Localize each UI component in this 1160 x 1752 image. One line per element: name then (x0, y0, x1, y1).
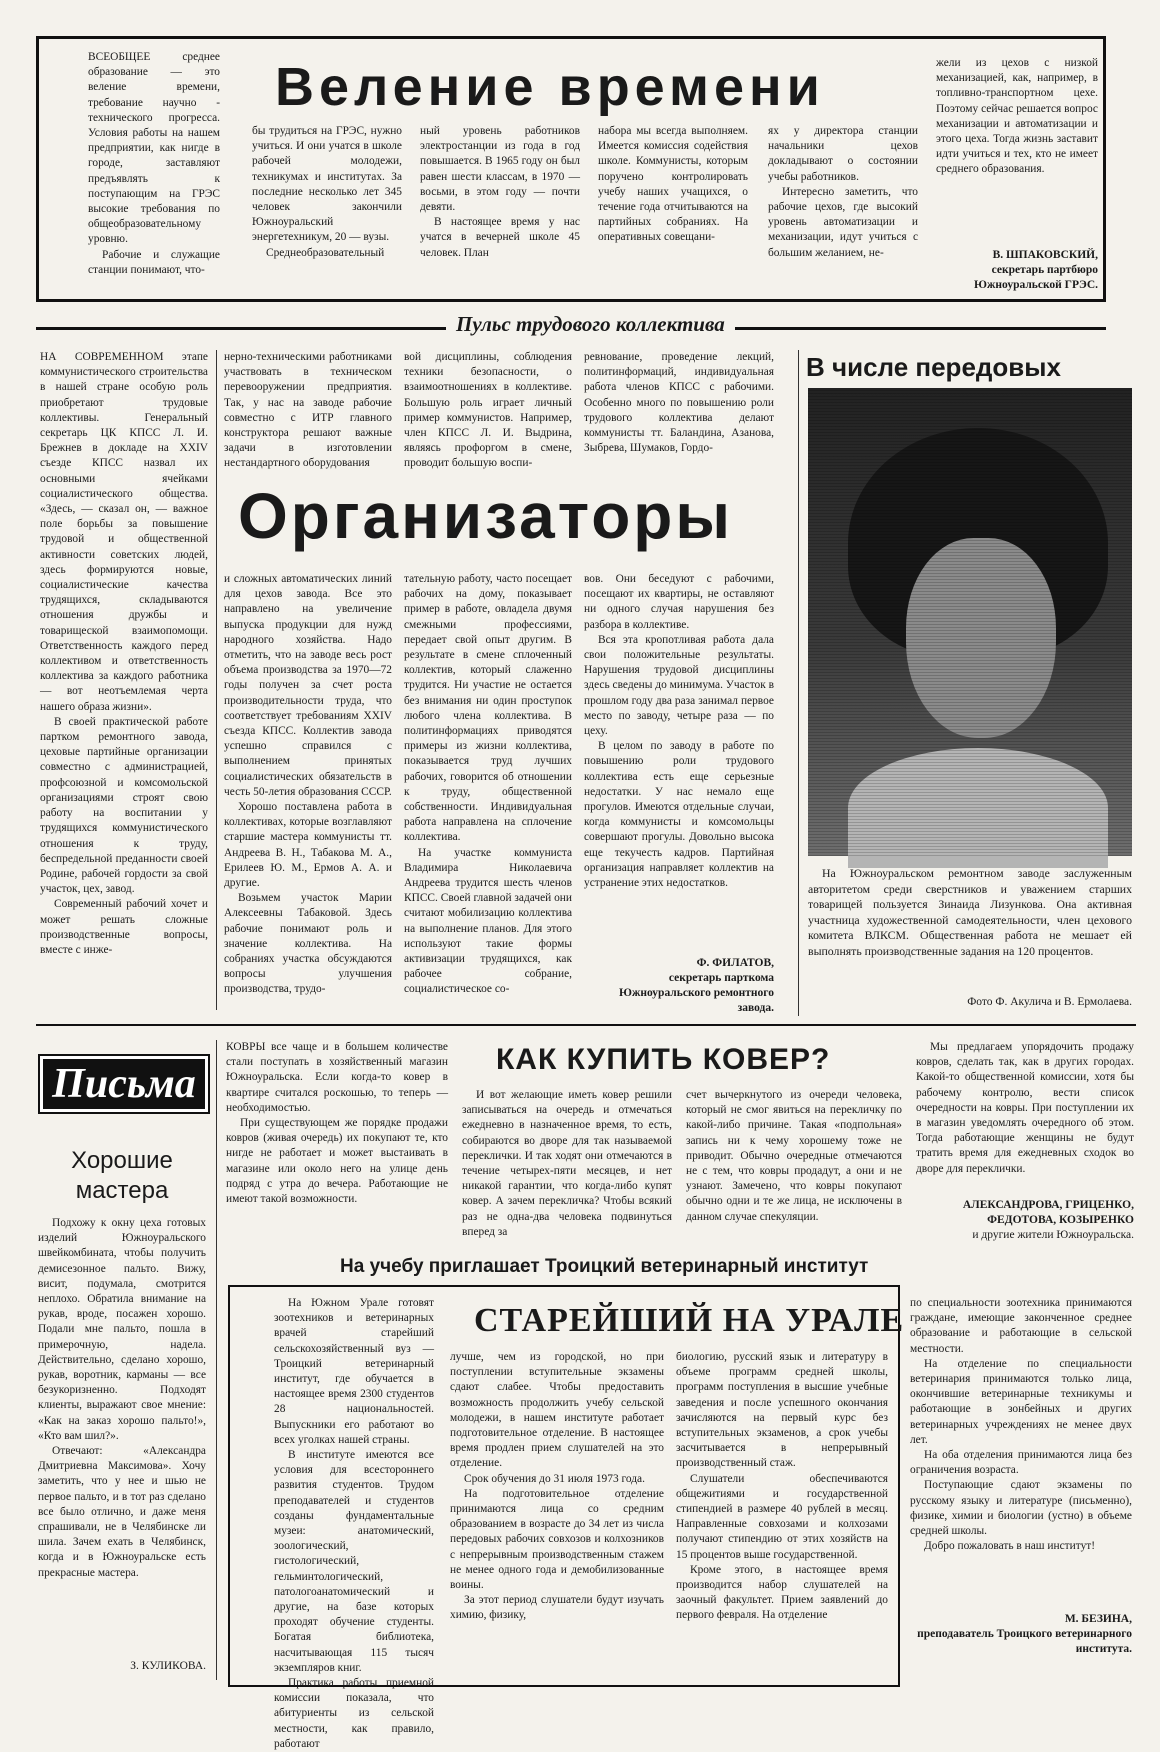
column-divider (216, 1040, 217, 1680)
paragraph: В целом по заводу в работе по повышению роли трудового коллектива есть еще серьезные недостатки. У нас немало еще прогулов. Имеются отдельные случаи, когда коммунисты и комсомольцы совершают прогулы. Довольно высока еще текучесть кадров. Партийная организация направляет коллектив на устранение этих недостатков. (584, 740, 774, 890)
paragraph: На участке коммуниста Владимира Николаевича Андреева трудится шесть членов КПСС. Своей главной задачей они считают мобилизацию коллектива на выполнение планов. Для этого используют такие формы активизации трудящихся, как рабочее собрание, социалистическое со- (404, 846, 572, 996)
vet-article-signature (910, 1612, 1132, 1657)
paragraph: лучше, чем из городской, но при поступлении вступительные экзамены сдают слабее. Чтобы предоставить возможность продолжить учебу сельской молодежи, в нашем институте работает подготовительное отделение. В настоящее время продлен прием слушателей на это отделение. (450, 1351, 664, 1470)
letters-signature: З. КУЛИКОВА. (130, 1660, 206, 1672)
paragraph: На оба отделения принимаются лица без ограничения возраста. (910, 1449, 1132, 1477)
signature-role: секретарь парткома Южноуральского ремонтного завода. (618, 972, 774, 1014)
signature-role: преподаватель Троицкого ветеринарного института. (917, 1628, 1132, 1655)
vet-article-title: СТАРЕЙШИЙ НА УРАЛЕ (474, 1302, 905, 1339)
org-article-col-3 (404, 572, 572, 1008)
paragraph: Интересно заметить, что рабочие цехов, где высокий уровень автоматизации и механизации, идут учиться с большим желанием, не- (768, 185, 918, 259)
paragraph: За этот период слушатели будут изучать химию, физику, (450, 1594, 664, 1622)
paragraph: бы трудиться на ГРЭС, нужно учиться. И они учатся в школе рабочей молодежи, техникумах и институтах. За последние несколько лет 345 человек закончили Южноуральский энергетехникум, 20 — вузы. (252, 125, 402, 244)
signature-name: М. БЕЗИНА, (1064, 1613, 1132, 1625)
top-article-col-4 (598, 124, 748, 292)
paragraph: На Южном Урале готовят зоотехников и ветеринарных врачей старейший сельскохозяйственный вуз — Троицкий ветеринарный институт, где обучается в настоящее время 2300 студентов 28 национальностей. Выпускники его работают во всех уголках нашей страны. (274, 1297, 434, 1446)
paragraph: Отвечают: «Александра Дмитриевна Максимова». Хочу заметить, что у нее и шью не первое пальто, и в тот раз сделано все было отлично, и даже меня спрашивали, не в Челябинске ли шила. Зачем ехать в Челябинск, когда и в Южноуральске есть прекрасные мастера. (38, 1445, 206, 1579)
top-article-col-5 (768, 124, 918, 292)
carpet-article-col-1 (226, 1040, 448, 1246)
vet-article-col-1 (274, 1296, 434, 1750)
signature-role: секретарь партбюро Южноуральской ГРЭС. (973, 264, 1098, 291)
org-article-col-4-top (584, 350, 774, 474)
vet-article-banner: На учебу приглашает Троицкий ветеринарный институт (340, 1256, 869, 1277)
paragraph: Кроме этого, в настоящее время производится набор слушателей на заочный факультет. Прием заявлений до первого февраля. На отделение (676, 1563, 888, 1622)
paragraph: тательную работу, часто посещает рабочих на дому, показывает пример в работе, овладела двумя смежными профессиями, передает свой опыт другим. В результате в смене сплоченный коллектив, который слаженно трудится. Ни участие не остается без внимания ни один проступок любого члена коллектива. В политинформациях приводятся примеры из жизни коллектива, показывается труд лучших рабочих, говорится об отношении к труду, общественной собственности. Индивидуальная работа направлена на сплочение коллектива. (404, 573, 572, 844)
org-article-col-2 (224, 572, 392, 1008)
letters-rubric: Письма (38, 1054, 210, 1114)
paragraph: биологию, русский язык и литературу в объеме программ средней школы, программ поступления в высшие учебные заведения и после успешного окончания зачисляются на первый курс без вступительных экзаменов, а срок учебы засчитывается в непрерывный производственный стаж. (676, 1351, 888, 1470)
photo-caption (808, 866, 1132, 992)
caption-text: На Южноуральском ремонтном заводе заслуженным авторитетом среди сверстников и уважением старших товарищей пользуется Зинаида Лизункова. Она активная участница художественной самодеятельности, член цехового комитета ВЛКСМ. Общественная работа не мешает ей выполнять производственные задания на 120 процентов. (808, 866, 1132, 958)
paragraph: На подготовительное отделение принимаются лица со средним образованием в возрасте до 34 лет из числа передовых рабочих совхозов и колхозников с непрерывным производственным стажем не менее одного года и демобилизованные воины. (450, 1487, 664, 1592)
paragraph: Современный рабочий хочет и может решать сложные производственные вопросы, вместе с инже- (40, 898, 208, 956)
carpet-article-title: КАК КУПИТЬ КОВЕР? (496, 1043, 831, 1076)
org-article-col-3-top (404, 350, 572, 474)
paragraph: Вся эта кропотливая работа дала свои положительные результаты. Нарушения трудовой дисциплины здесь сведены до минимума. Участок в прошлом году два раза занимал первое место по заводу, четыре раза — по цеху. (584, 633, 774, 738)
paragraph: Поступающие сдают экзамены по русскому языку и литературе (письменно), физике, химии и биологии (устно) в объеме средней школы. (910, 1479, 1132, 1538)
carpet-article-col-3 (686, 1088, 902, 1248)
signature-tail: и другие жители Южноуральска. (972, 1229, 1134, 1241)
column-divider (216, 350, 217, 1010)
paragraph: вой дисциплины, соблюдения техники безопасности, о взаимоотношениях в коллективе. Большую роль играет личный пример коммунистов. Например, член КПСС Л. И. Выдрина, являясь профоргом в смене, проводит большую воспи- (404, 351, 572, 470)
vet-article-col-2 (450, 1350, 664, 1680)
vet-article-col-4 (910, 1296, 1132, 1608)
paragraph: В институте имеются все условия для всестороннего развития студентов. Трудом преподавателей и студентов созданы фундаментальные музеи: анатомический, зоологический, гистологический, гельминтологический, патологоанатомический и другие, на базе которых проходят обучение студенты. Богатая библиотека, насчитывающая 115 тысяч экземпляров книг. (274, 1449, 434, 1674)
top-article-col-6 (936, 56, 1098, 246)
org-article-col-1 (40, 350, 208, 1008)
photo-feature-title: В числе передовых (806, 352, 1061, 382)
paragraph: набора мы всегда выполняем. Имеется комиссия содействия школе. Коммунисты, которым поручено контролировать учебу наших учащихся, о течение года отчитываются на партийных собраниях. На оперативных совещани- (598, 125, 748, 244)
org-article-signature (584, 956, 774, 1016)
portrait-photo (808, 388, 1132, 856)
paragraph: НА СОВРЕМЕННОМ этапе коммунистического строительства в нашей стране особую роль приобретают трудовые коллективы. Генеральный секретарь ЦК КПСС Л. И. Брежнев в докладе на XXIV съезде КПСС назвал их основными ячейками социалистического общества. «Здесь, — сказал он, — важное поле борьбы за повышение трудовой и общественной активности советских людей, здесь формируются новые, социалистические качества трудящихся, складываются отношения дружбы и товарищеской взаимопомощи. Ответственность каждого перед коллективом и ответственность коллектива за каждого работника — вот неотъемлемая черта нашего образа жизни». (40, 351, 208, 713)
org-article-col-2-top (224, 350, 392, 474)
paragraph: вов. Они беседуют с рабочими, посещают их квартиры, не оставляют ни одного случая нарушения без разбора в коллективе. (584, 573, 774, 631)
letters-title: Хорошие мастера (71, 1147, 173, 1204)
carpet-article-col-2 (462, 1088, 672, 1248)
paragraph: ревнование, проведение лекций, политинформаций, индивидуальная работа членов КПСС с рабочими. Особенно много по повышению роли трудового коллектива делают коммунисты тт. Баландина, Азанова, Зыбрева, Шумаков, Гордо- (584, 351, 774, 455)
top-article-col-3 (420, 124, 580, 292)
paragraph: Подхожу к окну цеха готовых изделий Южноуральского швейкомбината, чтобы получить демисезонное пальто. Вижу, висит, подумала, смотрится неплохо. Обратила внимание на рукав, вроде, посажен хорошо. Подали мне пальто, пошла в примерочную, надела. Действительно, сделано хорошо, рукав, воротник, карманы — все безукоризненно. Подходят клиенты, выражают свое мнение: «Как на заказ хорошо пальто!», «Кто вам шил?». (38, 1217, 206, 1442)
paragraph: нерно-техническими работниками участвовать в техническом перевооружении предприятия. Так, у нас на заводе рабочие совместно с ИТР главного конструктора решают важные задачи в изготовлении нестандартного оборудования (224, 351, 392, 470)
paragraph: ях у директора станции начальники цехов докладывают о состоянии учебы работников. (768, 125, 918, 183)
signature-name: В. ШПАКОВСКИЙ, (992, 249, 1098, 261)
top-article-col-1 (88, 50, 220, 276)
photo-credit: Фото Ф. Акулича и В. Ермолаева. (967, 996, 1132, 1008)
paragraph: и сложных автоматических линий для цехов завода. Все это направлено на увеличение выпуска продукции для нужд народного хозяйства. Надо отметить, что на заводе весь рост объема производства за 1970—72 годы получен за счет роста производительности труда, что соответствует требованиям XXIV съезда КПСС. Коллектив завода успешно справился с выполнением принятых социалистических обязательств в честь 50-летия образования СССР. (224, 573, 392, 798)
paragraph: Рабочие и служащие станции понимают, что- (88, 248, 220, 276)
section-banner: Пульс трудового коллектива (446, 312, 735, 337)
paragraph: КОВРЫ все чаще и в большем количестве стали поступать в хозяйственный магазин Южноуральска. Если когда-то ковер в квартире считался роскошью, то теперь — необходимостью. (226, 1041, 448, 1114)
signature-names: АЛЕКСАНДРОВА, ГРИЦЕНКО, ФЕДОТОВА, КОЗЫРЕНКО (962, 1199, 1134, 1226)
vet-article-col-3 (676, 1350, 888, 1680)
paragraph: В своей практической работе партком ремонтного завода, цеховые партийные организации совместно с администрацией, профсоюзной и комсомольской организациями строят свою работу на воспитании у трудящихся коммунистического отношения к труду, беспредельной преданности своей Родине, рабочей гордости за свой участок, цех, завод. (40, 715, 208, 896)
top-article-title: Веление времени (275, 57, 825, 117)
paragraph: Возьмем участок Марии Алексеевны Табаковой. Здесь рабочие понимают роль и значение коллектива. На собраниях участка обсуждаются вопросы улучшения производства, трудо- (224, 892, 392, 996)
paragraph: Мы предлагаем упорядочить продажу ковров, сделать так, как в других городах. Какой-то общественной комиссии, хотя бы рабочему контролю, вести список очередности на ковры. При поступлении их в магазин уведомлять очередного об этом. Тогда работающие женщины не будут тратить время для ежедневных сходок во дворе для переклички. (916, 1041, 1134, 1175)
paragraph: ВСЕОБЩЕЕ среднее образование — это веление времени, требование научно - технического прогресса. Условия работы на нашем предприятии, как нигде в городе, заставляют предъявлять к поступающим на ГРЭС высокие требования по общеобразовательному уровню. (88, 51, 220, 246)
paragraph: жели из цехов с низкой механизацией, как, например, в топливно-транспортном цехе. Поэтому сейчас решается вопрос механизации и автоматизации и этого цеха. Тогда жизнь заставит идти учиться и тех, кто не имеет среднего образования. (936, 57, 1098, 176)
top-article-signature (936, 248, 1098, 293)
letters-body (38, 1216, 206, 1652)
paragraph: При существующем же порядке продажи ковров (живая очередь) их покупают те, кто нигде не работает и может выстаивать в магазине или около него на улице день подряд с утра до вечера. Работающие не имеют такой возможности. (226, 1117, 448, 1206)
paragraph: На отделение по специальности ветеринария принимаются только лица, окончившие ветеринарные техникумы и работающие в зонбейных и других ветеринарных учреждениях не менее двух лет. (910, 1357, 1132, 1446)
paragraph: Хорошо поставлена работа в коллективах, которые возглавляют старшие мастера коммунисты тт. Андреева В. Н., Табакова М. А., Ерилеев Ю. М., Ермов А. А. и другие. (224, 801, 392, 890)
top-article-col-2 (252, 124, 402, 292)
carpet-article-col-4 (916, 1040, 1134, 1194)
paragraph: ный уровень работников электростанции из года в год повышается. В 1965 году он был равен шести классам, в 1970 — восьми, в этом году — почти девяти. (420, 125, 580, 214)
paragraph: Срок обучения до 31 июля 1973 года. (464, 1472, 645, 1485)
paragraph: И вот желающие иметь ковер решили записываться на очередь и отмечаться ежедневно в назначенное время, то есть, собираются во дворе для так называемой переклички. И так ходят они отмечаются в течение четырех-пяти месяцев, и нет никакой гарантии, что когда-либо купят ковер. А зачем перекличка? Чтобы всякий раз не одна-два человека подвинуться вперед за (462, 1089, 672, 1238)
org-article-title: Организаторы (238, 480, 734, 552)
paragraph: Слушатели обеспечиваются общежитиями и государственной стипендией в размере 40 рублей в месяц. Направленные совхозами и колхозами получают стипендию от этих хозяйств на 15 процентов выше государственной. (676, 1472, 888, 1561)
section-rule (36, 1024, 1136, 1026)
paragraph: по специальности зоотехника принимаются граждане, имеющие законченное среднее образование и работающие в сельской местности. (910, 1297, 1132, 1355)
photo-halftone (808, 388, 1132, 856)
paragraph: В настоящее время у нас учатся в вечерней школе 45 человек. План (420, 216, 580, 259)
paragraph: Добро пожаловать в наш институт! (924, 1540, 1096, 1553)
signature-name: Ф. ФИЛАТОВ, (696, 957, 774, 969)
column-divider (798, 350, 799, 1016)
paragraph: Практика работы приемной комиссии показала, что абитуриенты из сельской местности, как правило, работают (274, 1677, 434, 1750)
paragraph: счет вычеркнутого из очереди человека, который не смог явиться на перекличку по какой-либо причине. Такая «подпольная» запись ни к чему хорошему тоже не приводит. Обычно очередные отмечаются не с тем, что ковры продадут, а они и не узнают. Замечено, что ковры покупают обычно одни и те же лица, не исключены в данном случае спекуляции. (686, 1089, 902, 1223)
org-article-col-4 (584, 572, 774, 952)
carpet-article-signature (916, 1198, 1134, 1243)
paragraph: Среднеобразовательный (266, 246, 385, 259)
